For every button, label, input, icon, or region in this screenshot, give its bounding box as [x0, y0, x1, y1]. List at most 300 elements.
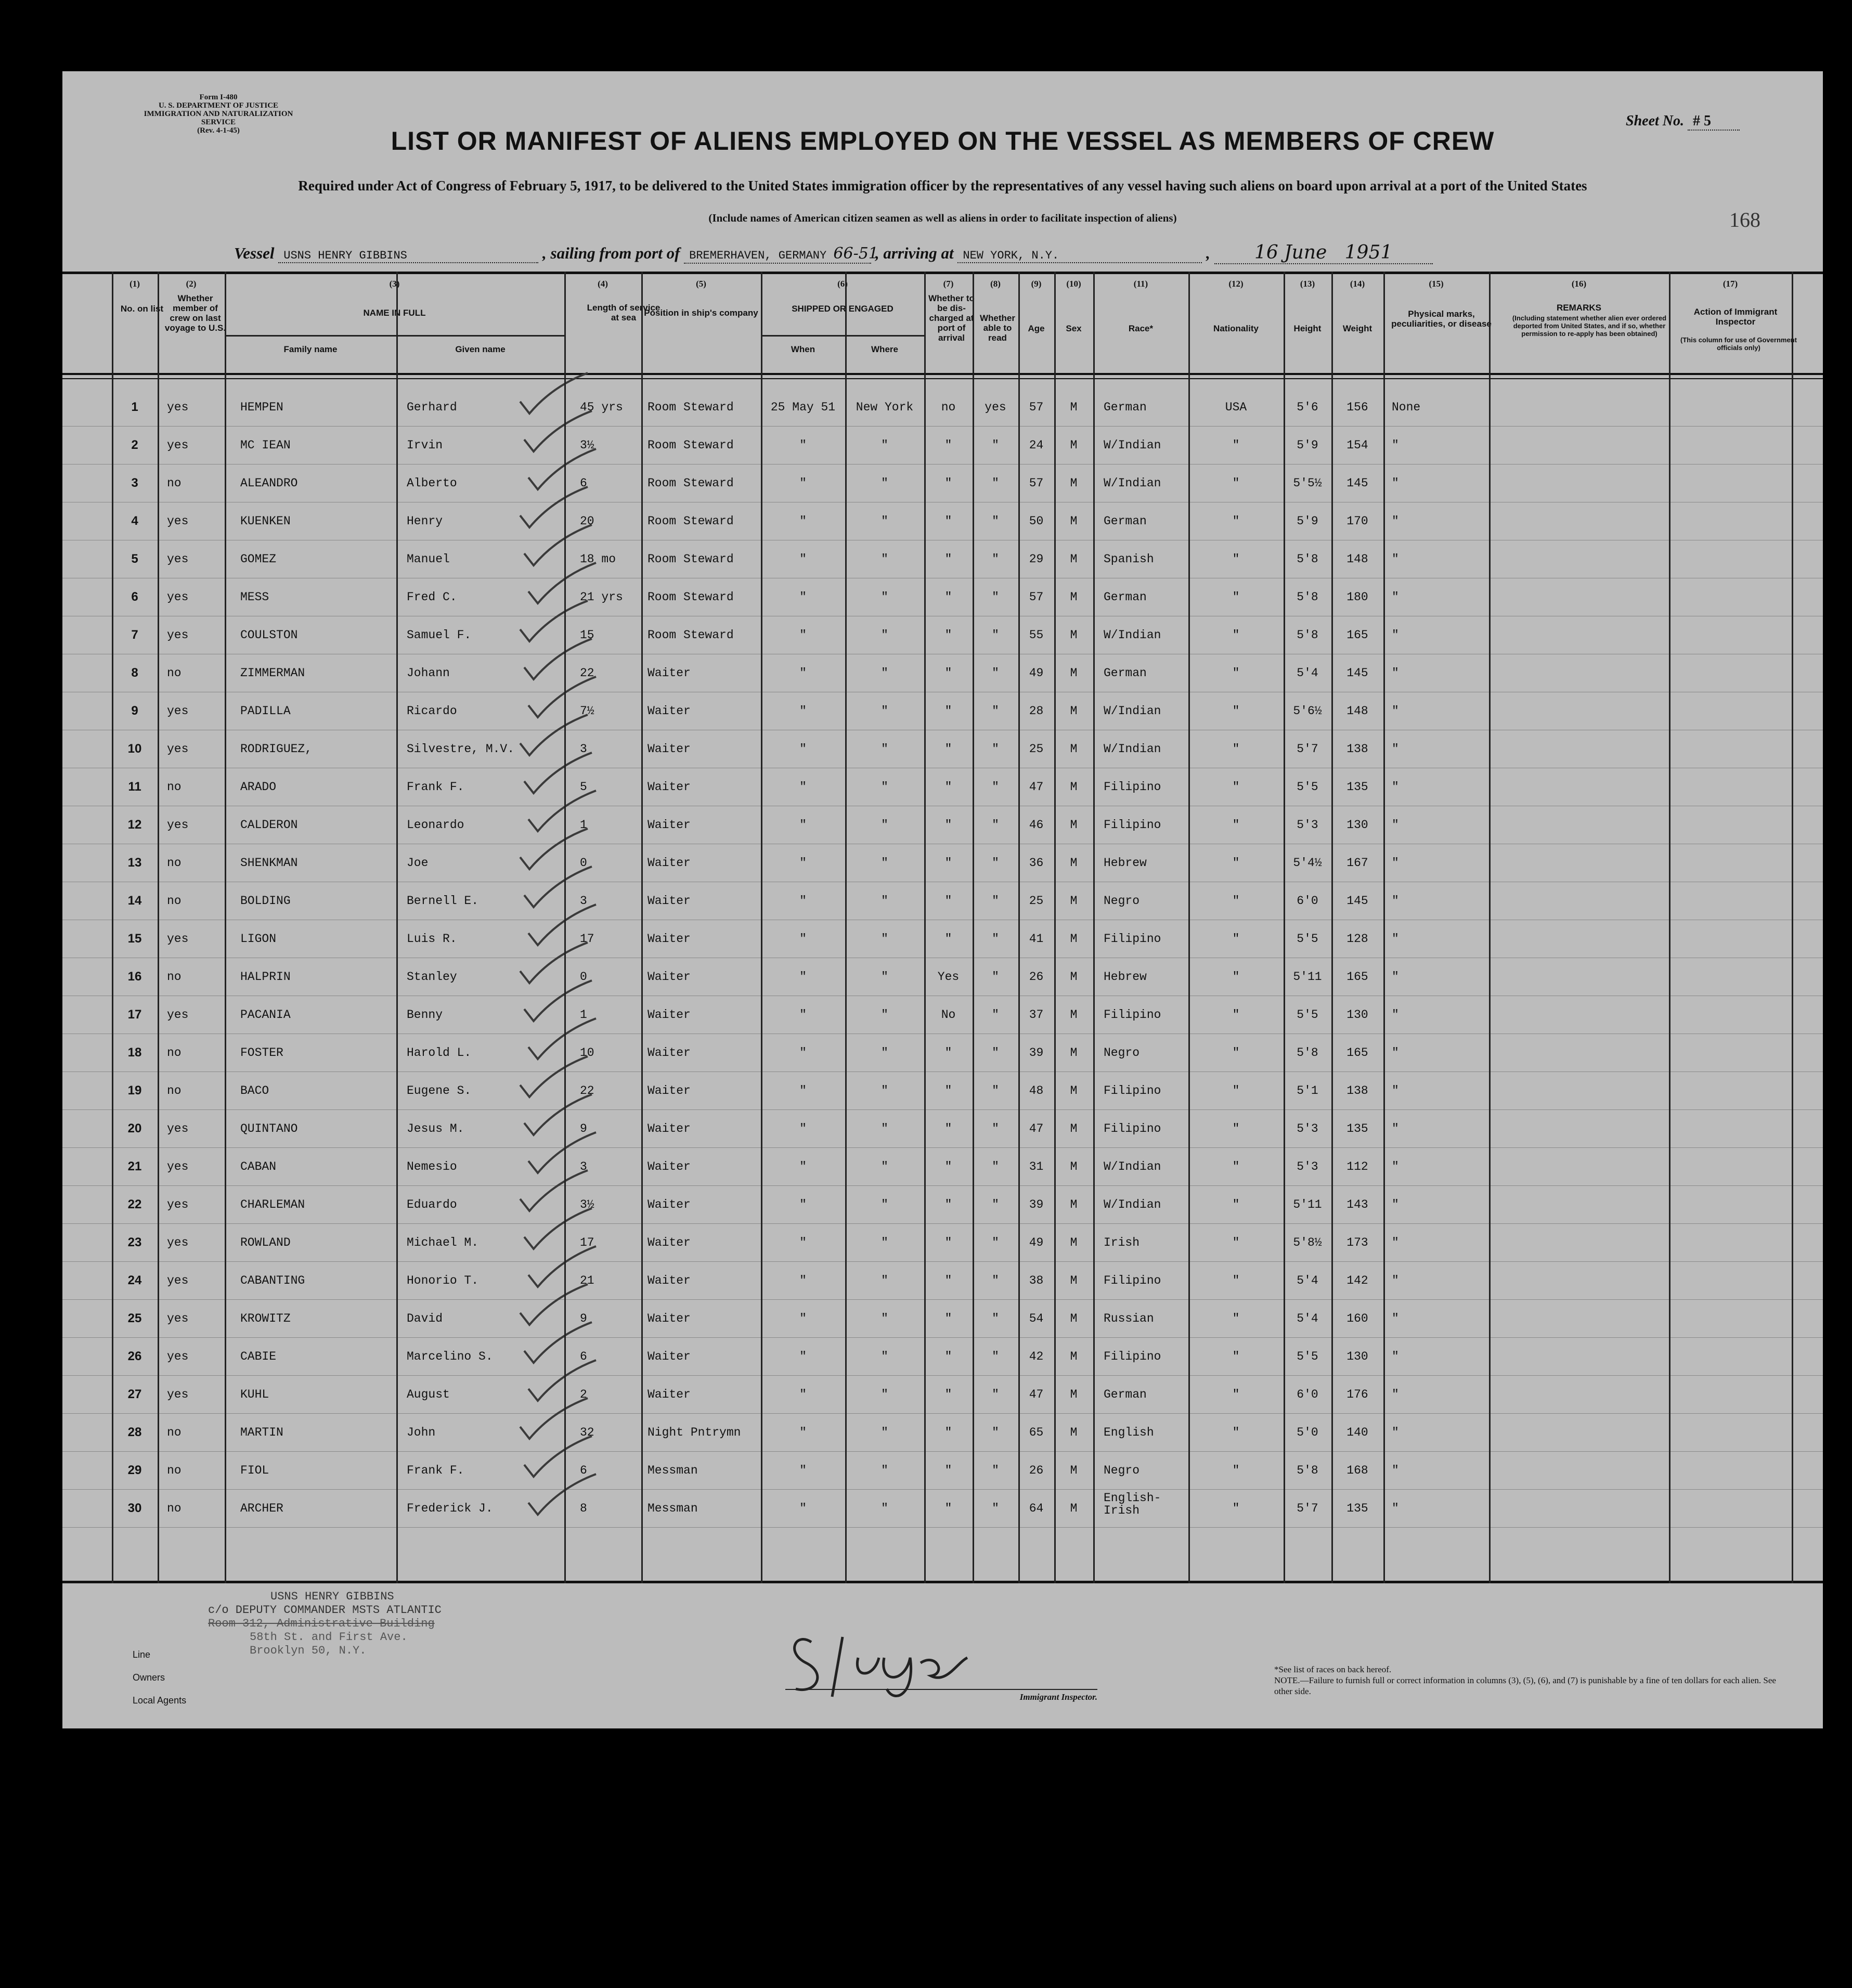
- table-row: [62, 1224, 1823, 1262]
- cell-family: HALPRIN: [240, 970, 291, 984]
- cell-height: 5'5½: [1293, 476, 1322, 490]
- cell-height: 5'8: [1297, 552, 1318, 566]
- header-shipped-engaged: SHIPPED OR ENGAGED: [792, 304, 893, 314]
- cell-read: ": [992, 1464, 999, 1477]
- cell-nat: USA: [1225, 401, 1247, 414]
- cell-when: ": [799, 628, 807, 642]
- cell-race: Filipino: [1104, 1274, 1161, 1287]
- cell-phys: ": [1392, 1008, 1399, 1022]
- cell-where: New York: [856, 401, 914, 414]
- cell-nat: ": [1232, 590, 1240, 604]
- cell-crew: yes: [167, 1008, 189, 1022]
- column-rule: [1188, 272, 1190, 1583]
- header-position: Position in ship's company: [644, 308, 758, 318]
- page-number: 168: [1729, 208, 1760, 231]
- cell-weight: 173: [1346, 1236, 1368, 1249]
- cell-height: 5'8: [1297, 1046, 1318, 1060]
- cell-position: Waiter: [647, 1084, 691, 1098]
- cell-service: 3: [580, 1160, 587, 1173]
- cell-race: Spanish: [1104, 552, 1154, 566]
- cell-no: 4: [131, 514, 138, 528]
- cell-sex: M: [1070, 590, 1078, 604]
- cell-family: GOMEZ: [240, 552, 277, 566]
- cell-position: Waiter: [647, 704, 691, 718]
- column-rule: [158, 272, 159, 1583]
- cell-read: ": [992, 1008, 999, 1022]
- cell-race: German: [1104, 1388, 1147, 1401]
- cell-read: ": [992, 894, 999, 908]
- cell-read: ": [992, 628, 999, 642]
- cell-given: Joe: [407, 856, 429, 870]
- cell-race: Russian: [1104, 1312, 1154, 1325]
- cell-crew: yes: [167, 704, 189, 718]
- table-row: [62, 958, 1823, 996]
- cell-read: ": [992, 438, 999, 452]
- cell-nat: ": [1232, 666, 1240, 680]
- cell-where: ": [881, 1008, 888, 1022]
- cell-crew: no: [167, 1046, 182, 1060]
- cell-weight: 135: [1346, 1122, 1368, 1135]
- cell-sex: M: [1070, 514, 1078, 528]
- cell-age: 64: [1029, 1502, 1044, 1515]
- cell-race: Hebrew: [1104, 856, 1147, 870]
- cell-race: Negro: [1104, 1046, 1140, 1060]
- cell-given: Leonardo: [407, 818, 464, 832]
- cell-nat: ": [1232, 856, 1240, 870]
- cell-when: ": [799, 1236, 807, 1249]
- cell-race: Filipino: [1104, 818, 1161, 832]
- cell-phys: ": [1392, 856, 1399, 870]
- cell-position: Room Steward: [647, 438, 734, 452]
- footer: [62, 1585, 1823, 1725]
- cell-read: ": [992, 1084, 999, 1098]
- table-row: [62, 920, 1823, 958]
- stamp-line: Room 312, Administrative Building: [208, 1617, 435, 1630]
- cell-height: 5'11: [1293, 970, 1322, 984]
- cell-age: 28: [1029, 704, 1044, 718]
- cell-age: 57: [1029, 401, 1044, 414]
- column-rule: [641, 272, 643, 1583]
- cell-family: MARTIN: [240, 1426, 283, 1439]
- header-physical-marks: Physical marks, peculiarities, or disease: [1391, 309, 1492, 329]
- cell-weight: 130: [1346, 818, 1368, 832]
- cell-read: ": [992, 856, 999, 870]
- cell-age: 48: [1029, 1084, 1044, 1098]
- vessel-name: USNS HENRY GIBBINS: [278, 249, 538, 263]
- cell-no: 14: [127, 894, 142, 908]
- table-row: [62, 464, 1823, 502]
- cell-height: 5'5: [1297, 780, 1318, 794]
- column-rule: [924, 272, 926, 1583]
- column-number: (16): [1571, 279, 1587, 289]
- cell-family: QUINTANO: [240, 1122, 298, 1135]
- cell-phys: ": [1392, 1464, 1399, 1477]
- cell-age: 39: [1029, 1198, 1044, 1211]
- cell-crew: yes: [167, 818, 189, 832]
- cell-where: ": [881, 1274, 888, 1287]
- cell-service: 21 yrs: [580, 590, 623, 604]
- arriving-label: , arriving at: [875, 244, 954, 262]
- table-row: [62, 502, 1823, 540]
- arrival-day-month: 16 June: [1254, 242, 1327, 263]
- cell-service: 3½: [580, 438, 594, 452]
- cell-phys: ": [1392, 1236, 1399, 1249]
- cell-disch: ": [944, 1274, 952, 1287]
- cell-age: 50: [1029, 514, 1044, 528]
- cell-when: ": [799, 438, 807, 452]
- cell-weight: 135: [1346, 780, 1368, 794]
- cell-read: ": [992, 780, 999, 794]
- cell-crew: yes: [167, 438, 189, 452]
- cell-nat: ": [1232, 1236, 1240, 1249]
- form-number: Form I-480: [199, 93, 238, 101]
- cell-read: yes: [985, 401, 1006, 414]
- cell-family: PACANIA: [240, 1008, 291, 1022]
- cell-age: 26: [1029, 1464, 1044, 1477]
- cell-no: 26: [127, 1349, 142, 1363]
- cell-disch: ": [944, 1198, 952, 1211]
- cell-when: ": [799, 932, 807, 946]
- cell-disch: No: [941, 1008, 956, 1022]
- cell-read: ": [992, 1122, 999, 1135]
- owners-label: Owners: [133, 1672, 165, 1683]
- cell-position: Waiter: [647, 1388, 691, 1401]
- cell-when: ": [799, 856, 807, 870]
- cell-sex: M: [1070, 666, 1078, 680]
- column-number: (7): [943, 279, 954, 289]
- cell-weight: 112: [1346, 1160, 1368, 1173]
- cell-position: Waiter: [647, 742, 691, 756]
- header-rule: [761, 335, 924, 337]
- cell-read: ": [992, 666, 999, 680]
- cell-race: Filipino: [1104, 1084, 1161, 1098]
- cell-where: ": [881, 1388, 888, 1401]
- cell-age: 26: [1029, 970, 1044, 984]
- cell-sex: M: [1070, 932, 1078, 946]
- cell-height: 5'3: [1297, 1122, 1318, 1135]
- cell-service: 6: [580, 476, 587, 490]
- cell-weight: 142: [1346, 1274, 1368, 1287]
- cell-position: Waiter: [647, 1008, 691, 1022]
- cell-weight: 145: [1346, 894, 1368, 908]
- sailing-label: , sailing from port of: [542, 244, 680, 262]
- cell-weight: 138: [1346, 1084, 1368, 1098]
- cell-read: ": [992, 1236, 999, 1249]
- cell-phys: ": [1392, 1502, 1399, 1515]
- cell-weight: 176: [1346, 1388, 1368, 1401]
- cell-read: ": [992, 1198, 999, 1211]
- header-action-note: (This column for use of Government officials only): [1680, 336, 1797, 352]
- column-number: (13): [1300, 279, 1315, 289]
- cell-when: ": [799, 552, 807, 566]
- cell-position: Room Steward: [647, 590, 734, 604]
- cell-when: ": [799, 1008, 807, 1022]
- table-row: [62, 692, 1823, 730]
- cell-race: English-Irish: [1104, 1491, 1161, 1517]
- cell-service: 15: [580, 628, 594, 642]
- inspector-label: Immigrant Inspector.: [785, 1689, 1097, 1702]
- cell-height: 5'9: [1297, 438, 1318, 452]
- cell-height: 5'11: [1293, 1198, 1322, 1211]
- cell-sex: M: [1070, 1122, 1078, 1135]
- cell-disch: ": [944, 1464, 952, 1477]
- sheet-number-value: # 5: [1688, 113, 1740, 131]
- cell-crew: yes: [167, 1122, 189, 1135]
- cell-height: 5'6: [1297, 401, 1318, 414]
- cell-age: 47: [1029, 1122, 1044, 1135]
- column-number: (14): [1350, 279, 1365, 289]
- cell-nat: ": [1232, 1388, 1240, 1401]
- cell-nat: ": [1232, 894, 1240, 908]
- cell-disch: ": [944, 1046, 952, 1060]
- table-row: [62, 427, 1823, 464]
- table-row: [62, 1338, 1823, 1376]
- cell-service: 3: [580, 894, 587, 908]
- cell-race: W/Indian: [1104, 1160, 1161, 1173]
- cell-given: Manuel: [407, 552, 450, 566]
- cell-nat: ": [1232, 742, 1240, 756]
- cell-height: 5'5: [1297, 932, 1318, 946]
- table-row: [62, 1376, 1823, 1414]
- cell-height: 5'7: [1297, 742, 1318, 756]
- cell-no: 25: [127, 1311, 142, 1325]
- cell-sex: M: [1070, 818, 1078, 832]
- cell-where: ": [881, 1426, 888, 1439]
- cell-position: Room Steward: [647, 514, 734, 528]
- cell-age: 25: [1029, 894, 1044, 908]
- cell-race: Filipino: [1104, 780, 1161, 794]
- cell-weight: 165: [1346, 1046, 1368, 1060]
- cell-weight: 167: [1346, 856, 1368, 870]
- cell-when: ": [799, 476, 807, 490]
- cell-when: ": [799, 1388, 807, 1401]
- cell-height: 5'8: [1297, 590, 1318, 604]
- cell-sex: M: [1070, 1236, 1078, 1249]
- cell-where: ": [881, 552, 888, 566]
- column-rule: [564, 272, 566, 1583]
- cell-age: 41: [1029, 932, 1044, 946]
- table-row: [62, 1186, 1823, 1224]
- table-row: [62, 1490, 1823, 1528]
- cell-nat: ": [1232, 932, 1240, 946]
- cell-family: FOSTER: [240, 1046, 283, 1060]
- cell-position: Waiter: [647, 666, 691, 680]
- cell-phys: ": [1392, 1122, 1399, 1135]
- cell-service: 1: [580, 1008, 587, 1022]
- cell-no: 2: [131, 438, 138, 452]
- cell-no: 17: [127, 1008, 142, 1022]
- cell-disch: ": [944, 514, 952, 528]
- cell-service: 3½: [580, 1198, 594, 1211]
- manifest-sheet: [62, 71, 1823, 1728]
- cell-when: ": [799, 1198, 807, 1211]
- cell-sex: M: [1070, 628, 1078, 642]
- cell-race: W/Indian: [1104, 704, 1161, 718]
- cell-service: 9: [580, 1122, 587, 1135]
- cell-when: ": [799, 1160, 807, 1173]
- cell-disch: ": [944, 1236, 952, 1249]
- cell-height: 5'4: [1297, 1312, 1318, 1325]
- cell-given: Honorio T.: [407, 1274, 479, 1287]
- column-rule: [1018, 272, 1020, 1583]
- cell-where: ": [881, 704, 888, 718]
- cell-family: KUENKEN: [240, 514, 291, 528]
- column-number: (4): [598, 279, 608, 289]
- cell-age: 49: [1029, 1236, 1044, 1249]
- cell-no: 6: [131, 590, 138, 604]
- cell-read: ": [992, 970, 999, 984]
- cell-phys: ": [1392, 476, 1399, 490]
- column-rule: [1489, 272, 1491, 1583]
- cell-phys: ": [1392, 1198, 1399, 1211]
- column-rule: [1331, 272, 1333, 1583]
- cell-where: ": [881, 894, 888, 908]
- cell-race: Filipino: [1104, 1122, 1161, 1135]
- cell-crew: yes: [167, 628, 189, 642]
- stamp-line: c/o DEPUTY COMMANDER MSTS ATLANTIC: [208, 1604, 442, 1617]
- cell-when: ": [799, 742, 807, 756]
- cell-position: Waiter: [647, 970, 691, 984]
- column-rule: [1669, 272, 1670, 1583]
- cell-crew: yes: [167, 1198, 189, 1211]
- cell-nat: ": [1232, 1312, 1240, 1325]
- cell-disch: ": [944, 704, 952, 718]
- cell-read: ": [992, 590, 999, 604]
- cell-crew: yes: [167, 1160, 189, 1173]
- cell-no: 28: [127, 1425, 142, 1439]
- department-name: U. S. DEPARTMENT OF JUSTICE: [158, 101, 279, 110]
- cell-height: 5'1: [1297, 1084, 1318, 1098]
- cell-given: Samuel F.: [407, 628, 472, 642]
- header-sex: Sex: [1066, 324, 1082, 333]
- cell-service: 17: [580, 932, 594, 946]
- cell-service: 32: [580, 1426, 594, 1439]
- column-rule: [845, 272, 847, 1583]
- table-row: [62, 1300, 1823, 1338]
- cell-nat: ": [1232, 1160, 1240, 1173]
- header-length-service: Length of service at sea: [587, 303, 660, 322]
- cell-where: ": [881, 1160, 888, 1173]
- header-when: When: [791, 344, 815, 354]
- cell-where: ": [881, 1312, 888, 1325]
- column-rule: [1383, 272, 1385, 1583]
- cell-no: 9: [131, 704, 138, 718]
- cell-service: 21: [580, 1274, 594, 1287]
- cell-phys: ": [1392, 818, 1399, 832]
- column-rule: [1054, 272, 1056, 1583]
- cell-sex: M: [1070, 704, 1078, 718]
- cell-race: German: [1104, 666, 1147, 680]
- cell-nat: ": [1232, 1008, 1240, 1022]
- cell-age: 37: [1029, 1008, 1044, 1022]
- cell-where: ": [881, 1084, 888, 1098]
- cell-given: Fred C.: [407, 590, 457, 604]
- cell-no: 5: [131, 552, 138, 566]
- vessel-label: Vessel: [234, 244, 275, 262]
- cell-position: Waiter: [647, 1160, 691, 1173]
- cell-sex: M: [1070, 742, 1078, 756]
- stamp-line: Brooklyn 50, N.Y.: [250, 1644, 367, 1657]
- cell-read: ": [992, 704, 999, 718]
- cell-phys: ": [1392, 666, 1399, 680]
- cell-when: ": [799, 514, 807, 528]
- cell-weight: 128: [1346, 932, 1368, 946]
- cell-sex: M: [1070, 401, 1078, 414]
- cell-family: CABAN: [240, 1160, 277, 1173]
- cell-no: 29: [127, 1463, 142, 1477]
- cell-crew: no: [167, 476, 182, 490]
- header-height: Height: [1293, 324, 1322, 333]
- cell-service: 9: [580, 1312, 587, 1325]
- cell-height: 5'4: [1297, 666, 1318, 680]
- cell-disch: ": [944, 818, 952, 832]
- table-row: [62, 616, 1823, 654]
- cell-phys: ": [1392, 1046, 1399, 1060]
- cell-nat: ": [1232, 1198, 1240, 1211]
- table-row: [62, 1034, 1823, 1072]
- cell-crew: no: [167, 894, 182, 908]
- cell-crew: yes: [167, 932, 189, 946]
- cell-age: 47: [1029, 780, 1044, 794]
- cell-family: LIGON: [240, 932, 277, 946]
- column-rule: [973, 272, 974, 1583]
- table-row: [62, 844, 1823, 882]
- header-given-name: Given name: [455, 344, 506, 354]
- column-number: (1): [129, 279, 140, 289]
- cell-when: ": [799, 590, 807, 604]
- cell-where: ": [881, 1464, 888, 1477]
- cell-position: Room Steward: [647, 552, 734, 566]
- cell-disch: Yes: [937, 970, 960, 984]
- cell-nat: ": [1232, 1122, 1240, 1135]
- cell-phys: ": [1392, 1312, 1399, 1325]
- cell-family: ARCHER: [240, 1502, 283, 1515]
- stamp-line: 58th St. and First Ave.: [250, 1631, 408, 1644]
- cell-height: 5'3: [1297, 818, 1318, 832]
- cell-sex: M: [1070, 970, 1078, 984]
- check-mark-icon: [523, 1474, 601, 1521]
- cell-nat: ": [1232, 1464, 1240, 1477]
- cell-given: Gerhard: [407, 401, 457, 414]
- cell-height: 5'8: [1297, 628, 1318, 642]
- cell-phys: ": [1392, 932, 1399, 946]
- table-row: [62, 1452, 1823, 1490]
- cell-age: 46: [1029, 818, 1044, 832]
- cell-where: ": [881, 476, 888, 490]
- cell-where: ": [881, 666, 888, 680]
- cell-where: ": [881, 780, 888, 794]
- cell-age: 29: [1029, 552, 1044, 566]
- cell-given: Johann: [407, 666, 450, 680]
- cell-sex: M: [1070, 1046, 1078, 1060]
- cell-sex: M: [1070, 1464, 1078, 1477]
- cell-given: Eduardo: [407, 1198, 457, 1211]
- column-rule: [1093, 272, 1095, 1583]
- cell-no: 8: [131, 666, 138, 680]
- column-number: (3): [389, 279, 400, 289]
- cell-nat: ": [1232, 1426, 1240, 1439]
- cell-where: ": [881, 1502, 888, 1515]
- cell-when: ": [799, 1350, 807, 1363]
- cell-position: Messman: [647, 1502, 698, 1515]
- cell-height: 6'0: [1297, 1388, 1318, 1401]
- cell-sex: M: [1070, 1160, 1078, 1173]
- cell-service: 8: [580, 1502, 587, 1515]
- cell-service: 45 yrs: [580, 401, 623, 414]
- cell-given: Bernell E.: [407, 894, 479, 908]
- header-family-name: Family name: [283, 344, 338, 354]
- cell-position: Waiter: [647, 1122, 691, 1135]
